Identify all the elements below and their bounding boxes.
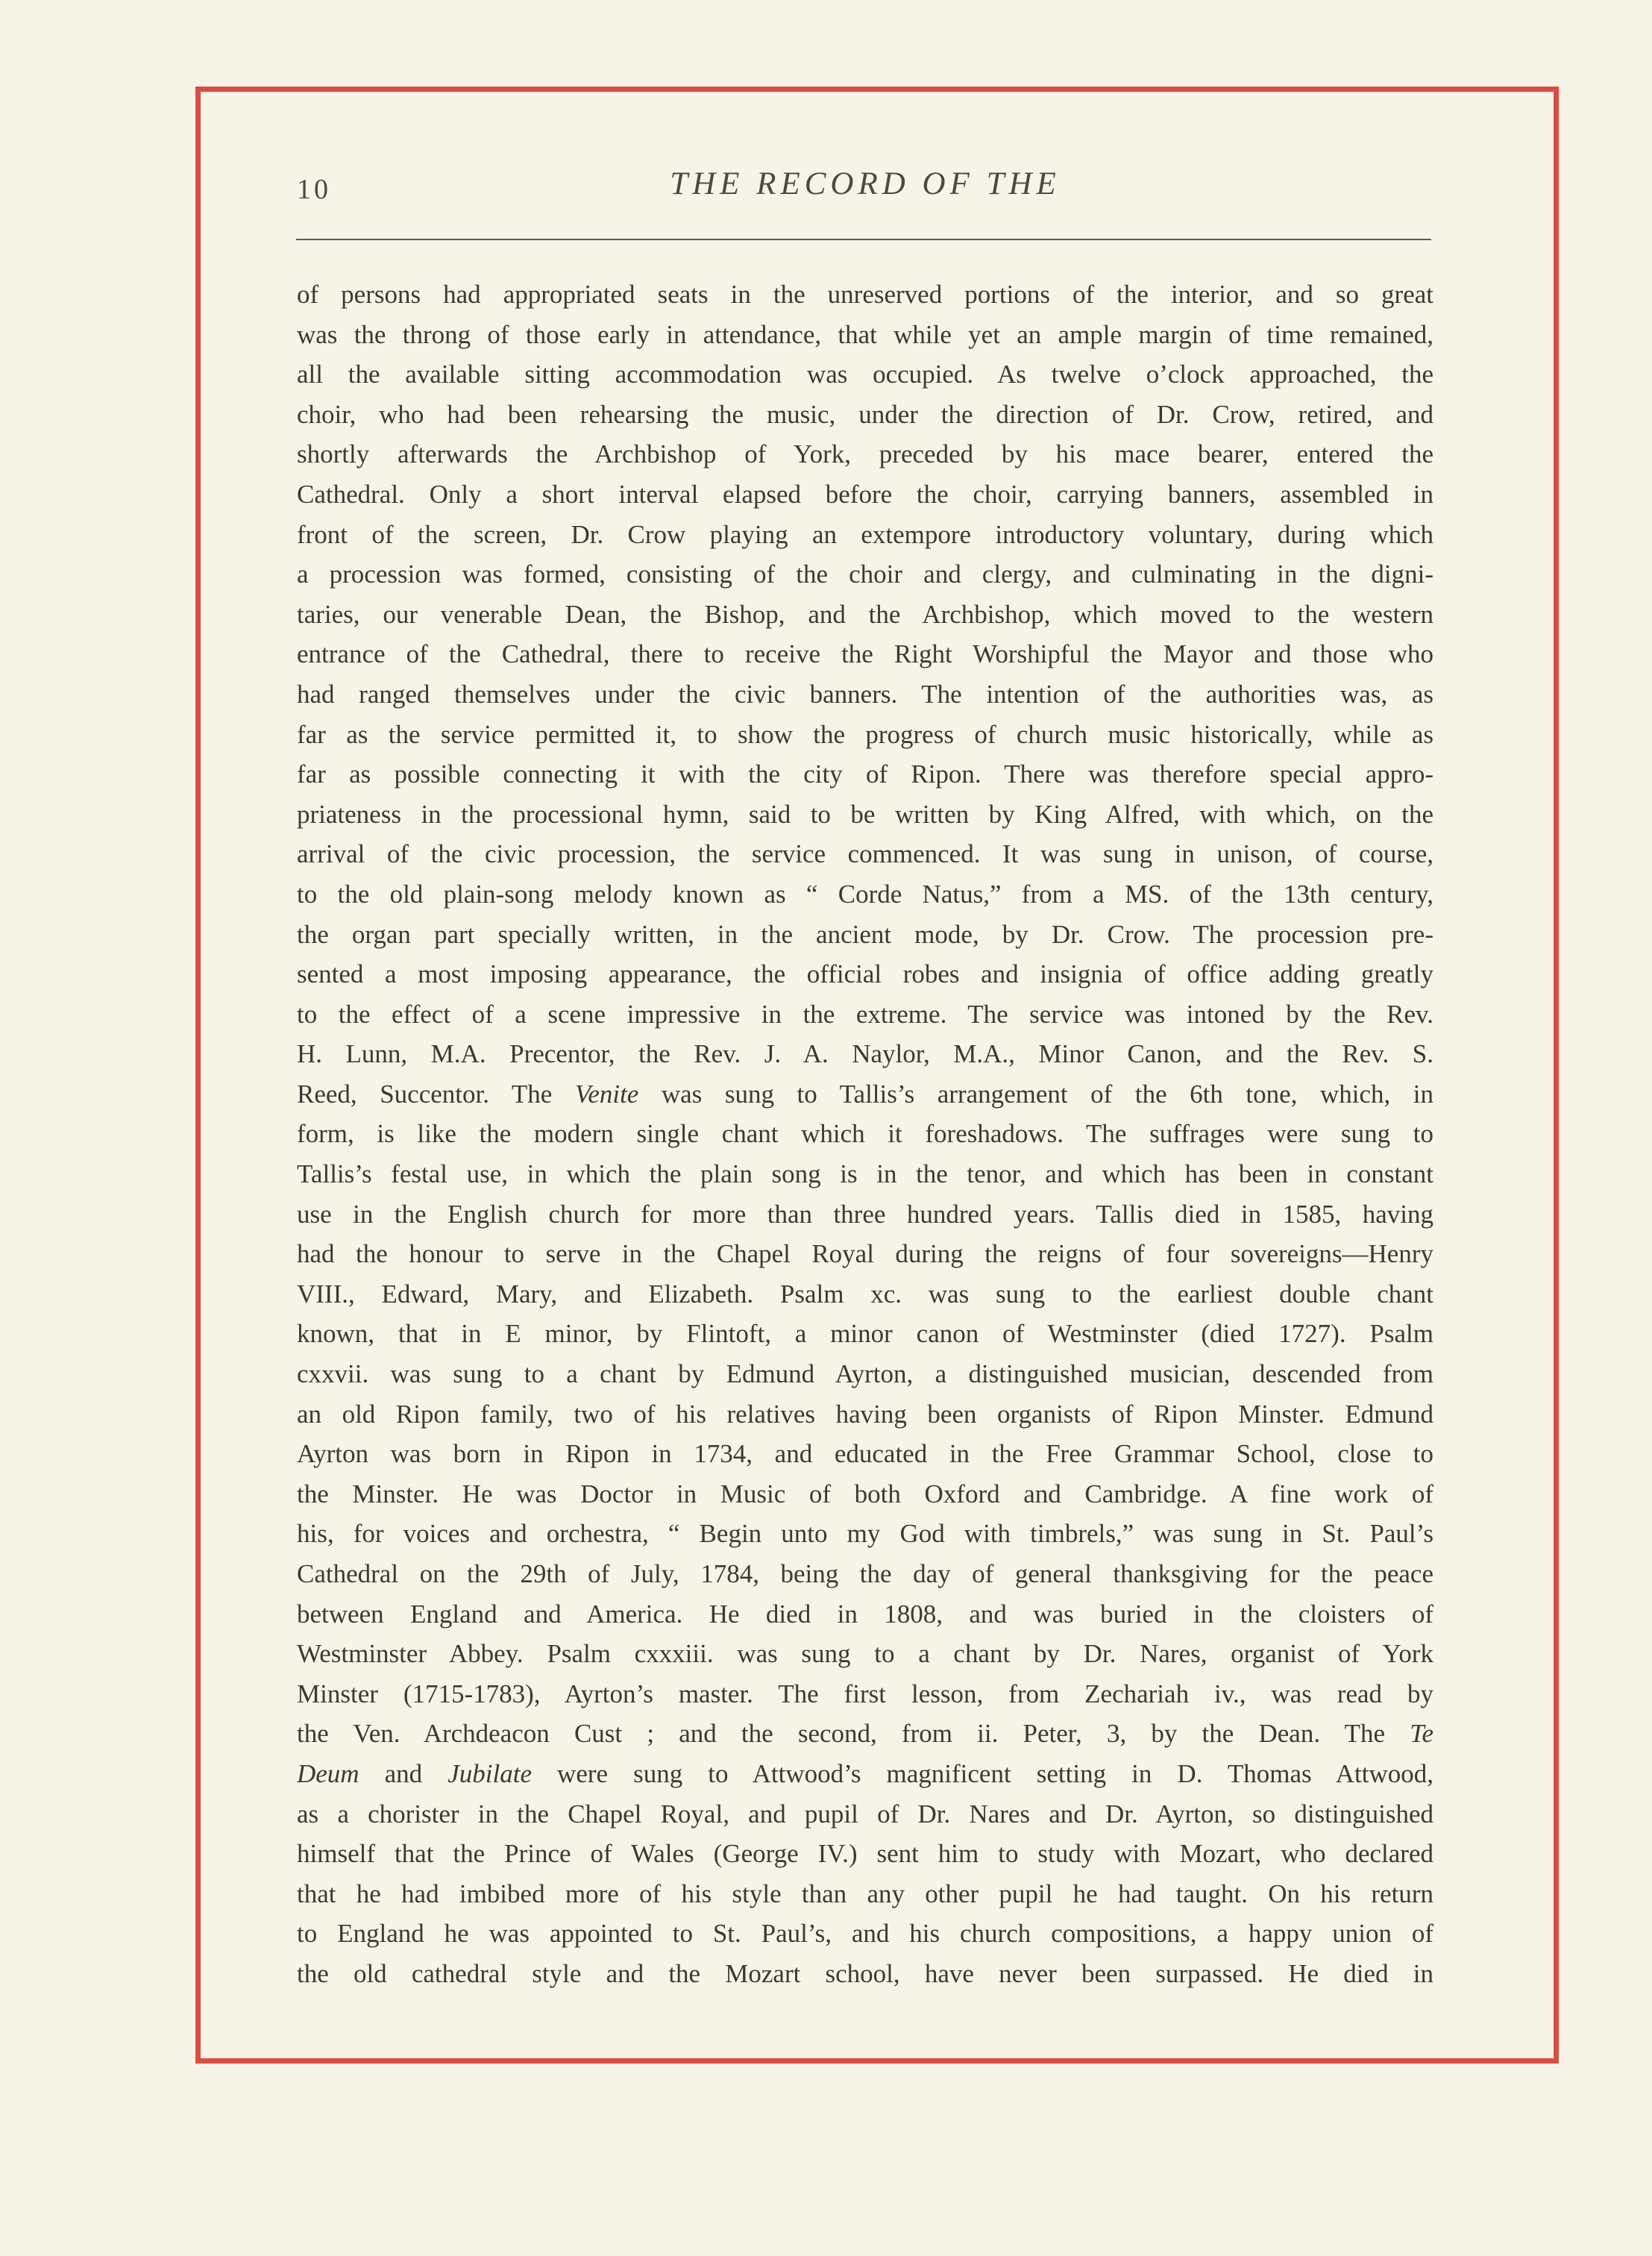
text-line: H. Lunn, M.A. Precentor, the Rev. J. A. Naylor, M.A., Minor Canon, and the Rev. S. [297, 1039, 1433, 1069]
text-line: front of the screen, Dr. Crow playing an extempore introductory voluntary, during which [297, 519, 1433, 549]
text-line: to the effect of a scene impressive in the extreme. The service was intoned by the Rev. [297, 999, 1433, 1029]
text-run: and [359, 1758, 448, 1788]
deum-italic: Deum [297, 1758, 359, 1788]
text-line: all the available sitting accommodation was occupied. As twelve o’clock approached, the [297, 360, 1433, 389]
text-line: between England and America. He died in 1808, and was buried in the cloisters of [297, 1599, 1433, 1629]
text-line: to the old plain-song melody known as “ Corde Natus,” from a MS. of the 13th century, [297, 879, 1433, 909]
text-line: priateness in the processional hymn, said to be written by King Alfred, with which, on the [297, 799, 1433, 829]
text-line: far as the service permitted it, to show the progress of church music historically, while as [297, 719, 1433, 749]
text-line: the organ part specially written, in the ancient mode, by Dr. Crow. The procession pre- [297, 919, 1433, 949]
text-line-te [297, 1714, 1433, 1754]
text-line: VIII., Edward, Mary, and Elizabeth. Psalm xc. was sung to the earliest double chant [297, 1279, 1433, 1309]
text-line: an old Ripon family, two of his relatives having been organists of Ripon Minster. Edmund [297, 1399, 1433, 1429]
text-line: sented a most imposing appearance, the official robes and insignia of office adding greatly [297, 959, 1433, 989]
header-rule [296, 239, 1431, 240]
text-line: of persons had appropriated seats in the unreserved portions of the interior, and so great [297, 280, 1433, 309]
text-line: as a chorister in the Chapel Royal, and pupil of Dr. Nares and Dr. Ayrton, so distinguished [297, 1799, 1433, 1829]
text-line: Tallis’s festal use, in which the plain song is in the tenor, and which has been in constant [297, 1159, 1433, 1189]
text-run: were sung to Attwood’s magnificent setting in D. Thomas Attwood, [532, 1758, 1433, 1788]
te-italic: Te [1410, 1719, 1433, 1749]
jubilate-italic: Jubilate [447, 1758, 532, 1788]
text-line: choir, who had been rehearsing the music, under the direction of Dr. Crow, retired, and [297, 399, 1433, 429]
text-line: known, that in E minor, by Flintoft, a minor canon of Westminster (died 1727). Psalm [297, 1319, 1433, 1349]
text-line: had the honour to serve in the Chapel Royal during the reigns of four sovereigns—Henry [297, 1239, 1433, 1269]
text-line: far as possible connecting it with the city of Ripon. There was therefore special appro- [297, 759, 1433, 789]
text-line: the Minster. He was Doctor in Music of both Oxford and Cambridge. A fine work of [297, 1479, 1433, 1508]
text-line: a procession was formed, consisting of the choir and clergy, and culminating in the digni- [297, 560, 1433, 589]
text-line: shortly afterwards the Archbishop of York, preceded by his mace bearer, entered the [297, 439, 1433, 469]
text-line: had ranged themselves under the civic banners. The intention of the authorities was, as [297, 679, 1433, 709]
text-run: Reed, Succentor. The [297, 1079, 575, 1109]
text-line: was the throng of those early in attendance, that while yet an ample margin of time remained, [297, 319, 1433, 349]
text-line: form, is like the modern single chant which it foreshadows. The suffrages were sung to [297, 1119, 1433, 1149]
page-number: 10 [297, 174, 331, 205]
venite-italic: Venite [574, 1079, 639, 1109]
text-line: use in the English church for more than three hundred years. Tallis died in 1585, having [297, 1199, 1433, 1229]
text-run: was sung to Tallis’s arrangement of the 6th tone, which, in [638, 1079, 1433, 1109]
text-line: Minster (1715-1783), Ayrton’s master. The first lesson, from Zechariah iv., was read by [297, 1679, 1433, 1708]
text-line: entrance of the Cathedral, there to receive the Right Worshipful the Mayor and those who [297, 639, 1433, 669]
text-line: Westminster Abbey. Psalm cxxxiii. was sung to a chant by Dr. Nares, organist of York [297, 1639, 1433, 1669]
text-run: the Ven. Archdeacon Cust ; and the second, from ii. Peter, 3, by the Dean. The [297, 1719, 1410, 1749]
text-line: Ayrton was born in Ripon in 1734, and educated in the Free Grammar School, close to [297, 1439, 1433, 1469]
running-head: THE RECORD OF THE [670, 166, 1061, 201]
text-line: Cathedral on the 29th of July, 1784, being the day of general thanksgiving for the peace [297, 1559, 1433, 1588]
text-line: to England he was appointed to St. Paul’s, and his church compositions, a happy union of [297, 1919, 1433, 1949]
text-line: that he had imbibed more of his style than any other pupil he had taught. On his return [297, 1879, 1433, 1908]
text-line-deum-jubilate [297, 1754, 1433, 1794]
text-line: his, for voices and orchestra, “ Begin unto my God with timbrels,” was sung in St. Paul’s [297, 1519, 1433, 1549]
text-line: taries, our venerable Dean, the Bishop, and the Archbishop, which moved to the western [297, 599, 1433, 629]
text-line: the old cathedral style and the Mozart school, have never been surpassed. He died in [297, 1958, 1433, 1988]
text-line-venite [297, 1074, 1433, 1115]
body-text [297, 275, 1433, 1994]
text-line: arrival of the civic procession, the service commenced. It was sung in unison, of course, [297, 839, 1433, 869]
text-line: himself that the Prince of Wales (George IV.) sent him to study with Mozart, who declared [297, 1839, 1433, 1869]
text-line: Cathedral. Only a short interval elapsed before the choir, carrying banners, assembled in [297, 479, 1433, 509]
text-line: cxxvii. was sung to a chant by Edmund Ayrton, a distinguished musician, descended from [297, 1359, 1433, 1389]
